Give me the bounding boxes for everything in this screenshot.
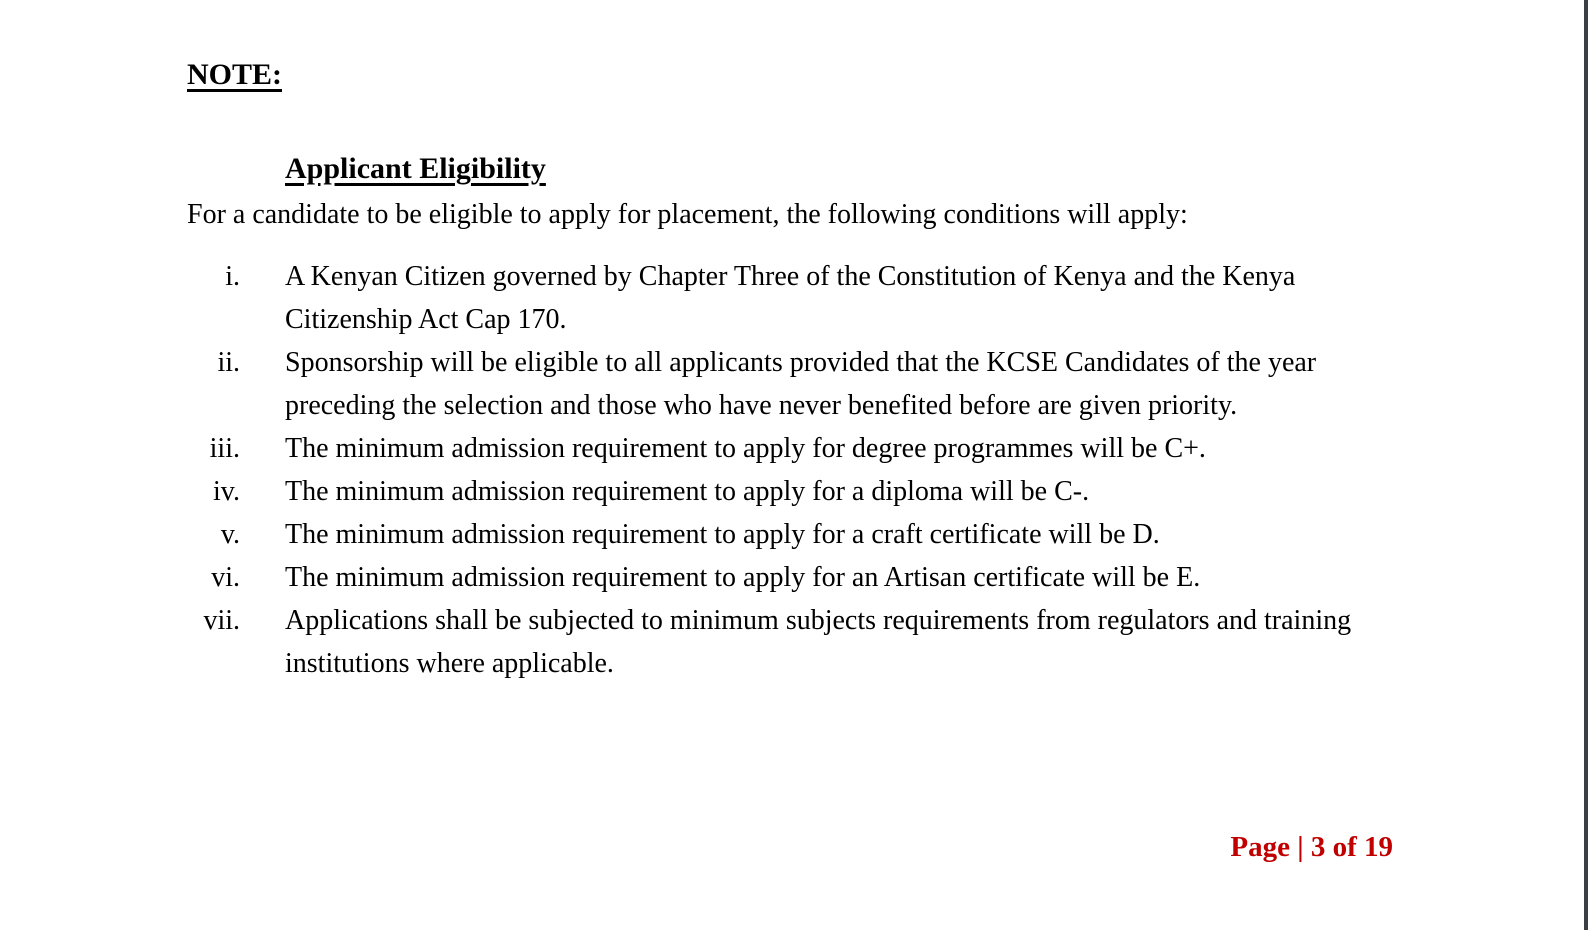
list-item-marker: ii.	[217, 347, 240, 378]
section-heading: Applicant Eligibility	[285, 152, 546, 185]
list-item-marker: vi.	[211, 562, 240, 593]
list-item-marker: iv.	[213, 476, 240, 507]
list-item-text: Sponsorship will be eligible to all applicants provided that the KCSE Candidates of the year preceding the selection and those who have never benefited before are given priority.	[285, 347, 1317, 421]
list-item-marker: v.	[220, 519, 240, 550]
list-item-text: The minimum admission requirement to apply for a diploma will be C-.	[285, 476, 1090, 507]
intro-paragraph: For a candidate to be eligible to apply for placement, the following conditions will apply:	[187, 199, 1188, 230]
eligibility-item	[187, 427, 1372, 470]
eligibility-item	[187, 470, 1372, 513]
list-item-text: The minimum admission requirement to apply for a craft certificate will be D.	[285, 519, 1160, 550]
document-body	[187, 0, 1372, 685]
list-item-marker: iii.	[209, 433, 240, 464]
eligibility-list	[187, 255, 1372, 685]
list-item-text: The minimum admission requirement to apply for an Artisan certificate will be E.	[285, 562, 1201, 593]
list-item-text: A Kenyan Citizen governed by Chapter Three of the Constitution of Kenya and the Kenya Citizenship Act Cap 170.	[285, 261, 1296, 335]
list-item-marker: vii.	[203, 605, 240, 636]
eligibility-item	[187, 599, 1372, 685]
page-number-label: Page | 3 of 19	[1230, 831, 1393, 863]
list-item-marker: i.	[225, 261, 240, 292]
list-item-text: The minimum admission requirement to apply for degree programmes will be C+.	[285, 433, 1206, 464]
eligibility-item	[187, 556, 1372, 599]
eligibility-item	[187, 341, 1372, 427]
list-item-text: Applications shall be subjected to minimum subjects requirements from regulators and training institutions where applicable.	[285, 605, 1352, 679]
viewer-edge-strip	[1584, 0, 1588, 930]
eligibility-item	[187, 255, 1372, 341]
note-heading: NOTE:	[187, 58, 283, 91]
eligibility-item	[187, 513, 1372, 556]
